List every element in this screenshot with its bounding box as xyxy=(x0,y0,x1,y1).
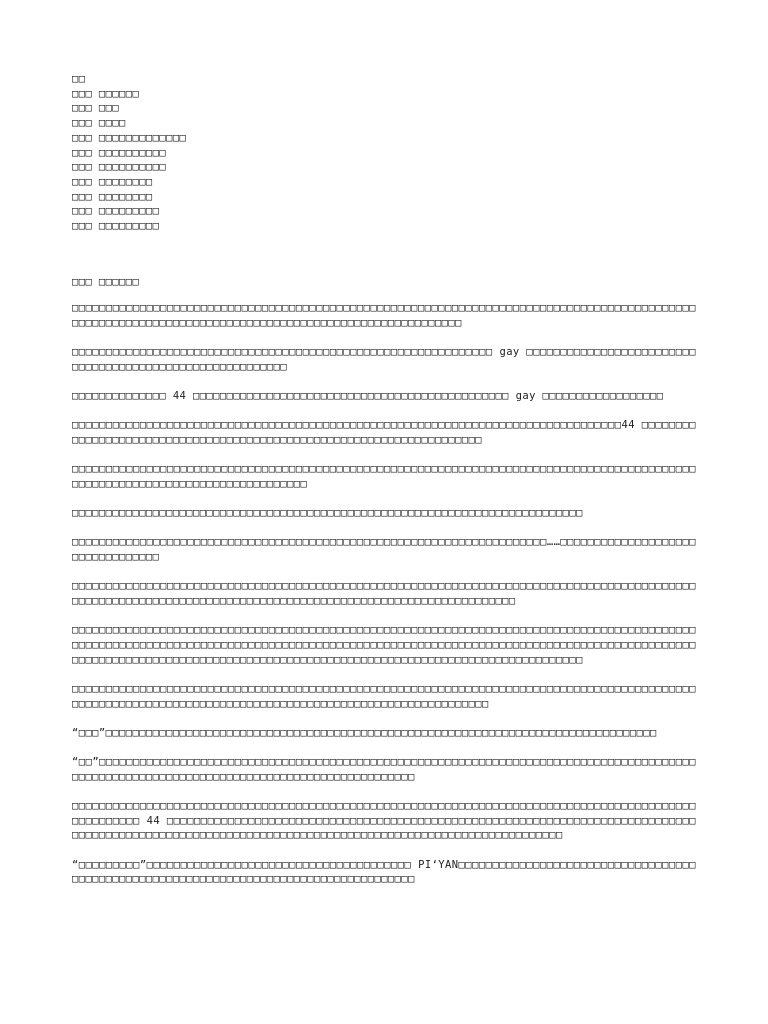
paragraph: □□□□□□□□□□□□□□□□□□□□□□□□□□□□□□□□□□□□□□□□□□□□□□□□□□□□□□□□□□□□□□ gay □□□□□□□□□□□□□□□□□□□□□□□□□□□□□□□□□□□□□□□□□□□□□□□□□□□□□□□□□ xyxy=(72,346,696,374)
toc-entry: □□□ □□□ xyxy=(72,102,120,115)
paragraph: □□□□□□□□□□□□□□ 44 □□□□□□□□□□□□□□□□□□□□□□□□□□□□□□□□□□□□□□□□□□□□□□□ gay □□□□□□□□□□□□□□□□□□ xyxy=(72,390,664,403)
paragraph: □□□□□□□□□□□□□□□□□□□□□□□□□□□□□□□□□□□□□□□□□□□□□□□□□□□□□□□□□□□□□□□□□□□□□□……□□□□□□□□□□□□□□□□□□□□□□□□□□□□□□□□□ xyxy=(72,536,696,564)
toc-entry: □□□ □□□□□□ xyxy=(72,87,140,100)
toc-title: □□ xyxy=(72,73,86,85)
paragraph: □□□□□□□□□□□□□□□□□□□□□□□□□□□□□□□□□□□□□□□□□□□□□□□□□□□□□□□□□□□□□□□□□□□□□□□□□□□□□□□□□□□□□□□□□□□□□□□□□□□□□□ 44 □□□□□□□□□□□□□□□□□□□□□□□□□□□□□□□□□□□□□□□□□□□□□□□□□□□□□□□□□□□□□□□□□□□□□□□□□□□□□□□□□□□□□□□□□□□□□□□□□□□□□□□□□□□□□□□□□□□□□□□□□□□□□□□□□□□□□□□□□□□□□□□□□□□□□□□ xyxy=(72,799,696,842)
toc-entry: □□□ □□□□□□□□ xyxy=(72,175,153,188)
table-of-contents xyxy=(72,72,696,234)
paragraph: “□□”□□□□□□□□□□□□□□□□□□□□□□□□□□□□□□□□□□□□□□□□□□□□□□□□□□□□□□□□□□□□□□□□□□□□□□□□□□□□□□□□□□□□□□□□□□□□□□□□□□□□□□□□□□□□□□□□□□□□□□□□□□□□□□□□□□□□□□□□□□□ xyxy=(72,756,696,783)
toc-entry: □□□ □□□□□□□□□ xyxy=(72,220,160,233)
paragraph: “□□□□□□□□□”□□□□□□□□□□□□□□□□□□□□□□□□□□□□□□□□□□□□□□□ PI‘YAN□□□□□□□□□□□□□□□□□□□□□□□□□□□□□□□□□□□□□□□□□□□□□□□□□□□□□□□□□□□□□□□□□□□□□□□□□□□□□□□□□□□□□□ xyxy=(72,858,696,886)
toc-entry: □□□ □□□□ xyxy=(72,117,126,130)
chapter-heading: □□□ □□□□□□ xyxy=(72,275,140,288)
paragraph: □□□□□□□□□□□□□□□□□□□□□□□□□□□□□□□□□□□□□□□□□□□□□□□□□□□□□□□□□□□□□□□□□□□□□□□□□□□□□□□□□44 □□□□□□□□□□□□□□□□□□□□□□□□□□□□□□□□□□□□□□□□□□□□□□□□□□□□□□□□□□□□□□□□□□□□□ xyxy=(72,419,696,447)
paragraph: □□□□□□□□□□□□□□□□□□□□□□□□□□□□□□□□□□□□□□□□□□□□□□□□□□□□□□□□□□□□□□□□□□□□□□□□□□□□□□□□□□□□□□□□□□□□□□□□□□□□□□□□□□□□□□□□□□□□□□□□□□□□□□□□□□□□□□□□□□□□□□□□□□□□□□ xyxy=(72,302,696,330)
paragraph: □□□□□□□□□□□□□□□□□□□□□□□□□□□□□□□□□□□□□□□□□□□□□□□□□□□□□□□□□□□□□□□□□□□□□□□□□□□□ xyxy=(72,507,583,520)
toc-entry: □□□ □□□□□□□□ xyxy=(72,190,153,203)
paragraph: □□□□□□□□□□□□□□□□□□□□□□□□□□□□□□□□□□□□□□□□□□□□□□□□□□□□□□□□□□□□□□□□□□□□□□□□□□□□□□□□□□□□□□□□□□□□□□□□□□□□□□□□□□□□□□□□□□□□□□□□□□□□□□□□□□□□□□□□□□□□□□□□□□□□□□□□□□ xyxy=(72,682,696,710)
toc-entry: □□□ □□□□□□□□□□ xyxy=(72,146,167,159)
paragraph: “□□□”□□□□□□□□□□□□□□□□□□□□□□□□□□□□□□□□□□□□□□□□□□□□□□□□□□□□□□□□□□□□□□□□□□□□□□□□□□□□□□□□□□ xyxy=(72,726,657,739)
paragraph: □□□□□□□□□□□□□□□□□□□□□□□□□□□□□□□□□□□□□□□□□□□□□□□□□□□□□□□□□□□□□□□□□□□□□□□□□□□□□□□□□□□□□□□□□□□□□□□□□□□□□□□□□□□□□□□□□□□□□□□□□□□□□□□ xyxy=(72,463,696,491)
toc-entry: □□□ □□□□□□□□□□□□□ xyxy=(72,131,187,144)
chapter-body xyxy=(72,301,696,886)
paragraph: □□□□□□□□□□□□□□□□□□□□□□□□□□□□□□□□□□□□□□□□□□□□□□□□□□□□□□□□□□□□□□□□□□□□□□□□□□□□□□□□□□□□□□□□□□□□□□□□□□□□□□□□□□□□□□□□□□□□□□□□□□□□□□□□□□□□□□□□□□□□□□□□□□□□□□□□□□□□□□ xyxy=(72,580,696,608)
paragraph: □□□□□□□□□□□□□□□□□□□□□□□□□□□□□□□□□□□□□□□□□□□□□□□□□□□□□□□□□□□□□□□□□□□□□□□□□□□□□□□□□□□□□□□□□□□□□□□□□□□□□□□□□□□□□□□□□□□□□□□□□□□□□□□□□□□□□□□□□□□□□□□□□□□□□□□□□□□□□□□□□□□□□□□□□□□□□□□□□□□□□□□□□□□□□□□□□□□□□□□□□□□□□□□□□□□□□□□□□□□□□□□□□□□□□□□□□□□□□□□□□□□□□□□□□□□□□□□□□□□□ xyxy=(72,624,696,666)
toc-entry: □□□ □□□□□□□□□ xyxy=(72,205,160,218)
toc-entry: □□□ □□□□□□□□□□ xyxy=(72,161,167,174)
